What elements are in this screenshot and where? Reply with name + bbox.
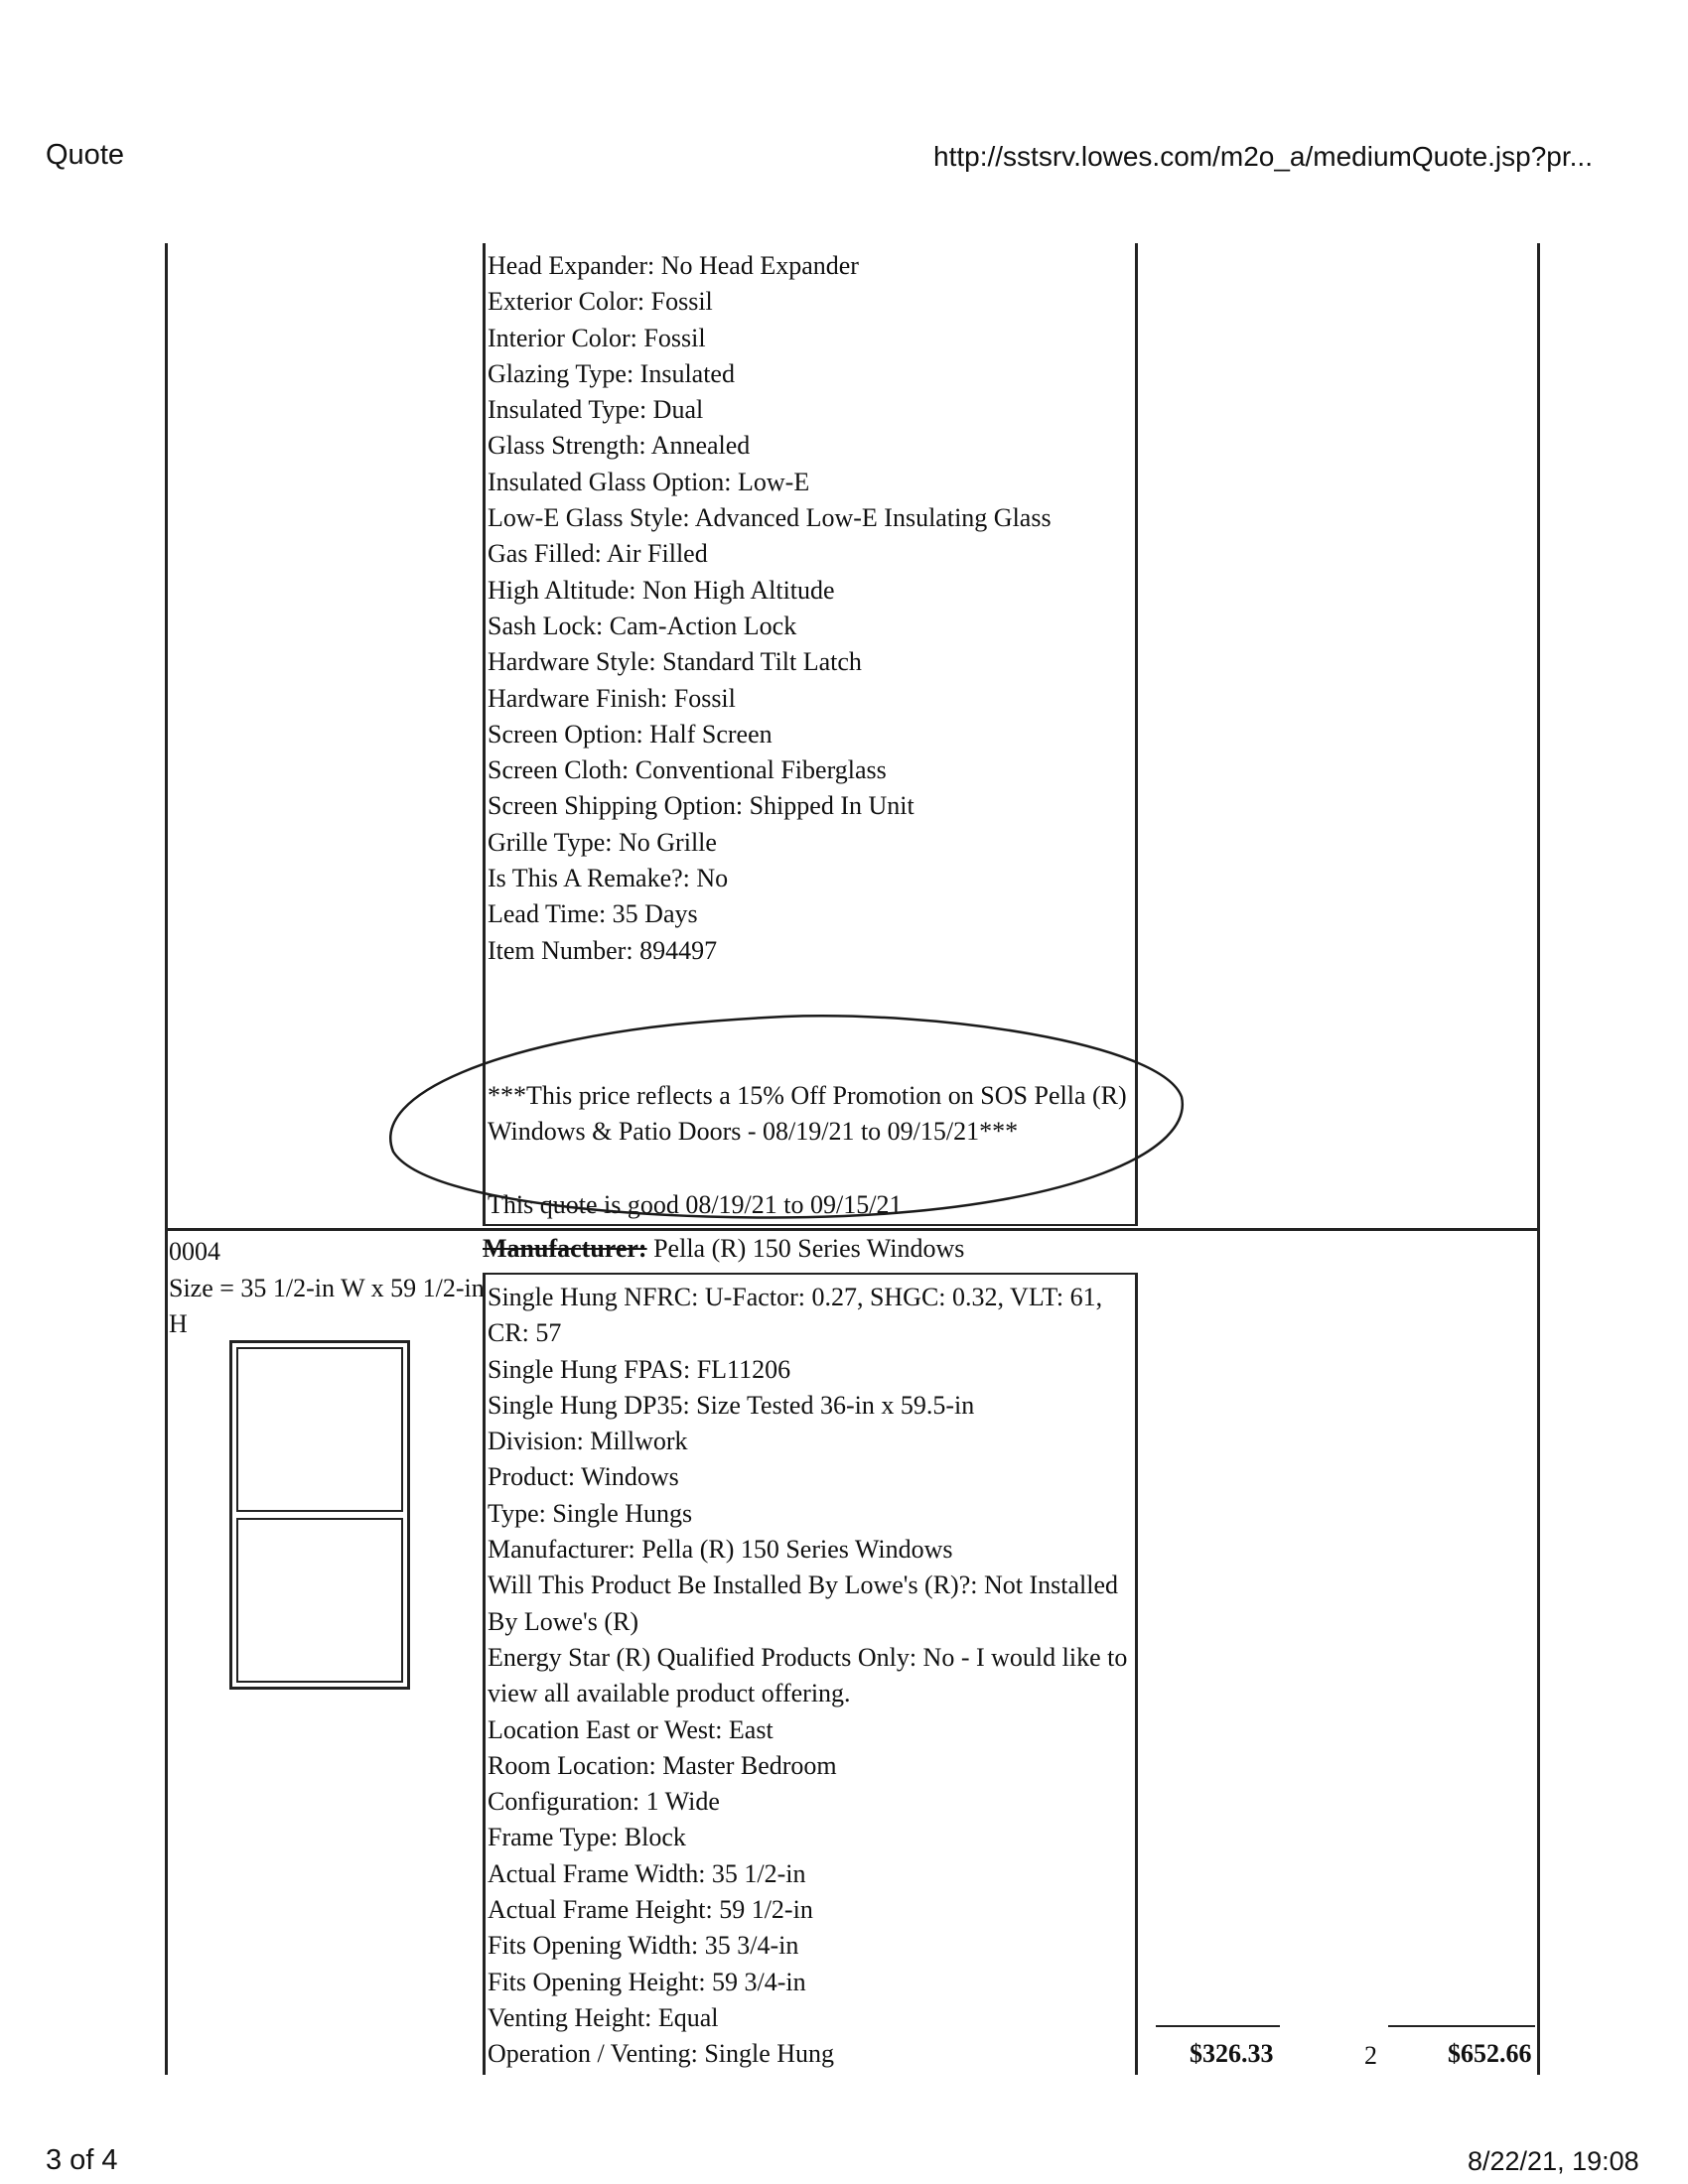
- spec-line: Screen Cloth: Conventional Fiberglass: [488, 755, 887, 785]
- spec-line: Product: Windows: [488, 1462, 679, 1492]
- page-title: Quote: [46, 139, 124, 171]
- quote-validity: This quote is good 08/19/21 to 09/15/21: [488, 1190, 903, 1219]
- manufacturer-label: Manufacturer:: [483, 1234, 647, 1263]
- handwritten-circle-annotation: [377, 1003, 1192, 1261]
- spec-line: Will This Product Be Installed By Lowe's (R)?: Not Installed By Lowe's (R): [488, 1570, 1119, 1636]
- spec-line: Exterior Color: Fossil: [488, 287, 713, 317]
- spec-line: Gas Filled: Air Filled: [488, 539, 708, 569]
- spec-line: Division: Millwork: [488, 1427, 688, 1456]
- spec-line: Sash Lock: Cam-Action Lock: [488, 611, 797, 640]
- page-url: http://sstsrv.lowes.com/m2o_a/mediumQuote.jsp?pr...: [933, 141, 1593, 172]
- table-border-right: [1537, 243, 1540, 2075]
- item-number: 0004: [169, 1237, 220, 1266]
- spec-line: Screen Option: Half Screen: [488, 719, 773, 749]
- unit-price: $326.33: [1190, 2039, 1274, 2068]
- spec-line: Interior Color: Fossil: [488, 323, 706, 352]
- spec-line: Location East or West: East: [488, 1714, 774, 1744]
- total-rule: [1388, 2025, 1535, 2027]
- spec-line: Grille Type: No Grille: [488, 827, 717, 857]
- item-specs: [488, 1280, 1133, 2073]
- spec-line: Is This A Remake?: No: [488, 864, 729, 893]
- spec-line: Insulated Glass Option: Low-E: [488, 467, 810, 496]
- upper-sash: [236, 1347, 403, 1512]
- spec-line: Lead Time: 35 Days: [488, 899, 698, 929]
- spec-line: Single Hung FPAS: FL11206: [488, 1354, 791, 1384]
- spec-line: Energy Star (R) Qualified Products Only: No - I would like to view all available product offering.: [488, 1642, 1128, 1708]
- item-manufacturer-heading: [483, 1234, 964, 1264]
- spec-line: Insulated Type: Dual: [488, 395, 704, 425]
- spec-line: Low-E Glass Style: Advanced Low-E Insulating Glass: [488, 503, 1052, 533]
- spec-line: Actual Frame Width: 35 1/2-in: [488, 1858, 806, 1888]
- spec-line: Manufacturer: Pella (R) 150 Series Windows: [488, 1535, 953, 1565]
- spec-line: Screen Shipping Option: Shipped In Unit: [488, 791, 914, 821]
- prev-item-specs: [488, 248, 1052, 969]
- spec-line: Fits Opening Width: 35 3/4-in: [488, 1931, 799, 1961]
- lower-sash: [236, 1518, 403, 1683]
- desc-box2-left: [483, 1273, 486, 2075]
- manufacturer-value: Pella (R) 150 Series Windows: [653, 1234, 965, 1263]
- unit-price-rule: [1156, 2025, 1280, 2027]
- spec-line: Type: Single Hungs: [488, 1498, 693, 1528]
- spec-line: Item Number: 894497: [488, 935, 718, 965]
- spec-line: Configuration: 1 Wide: [488, 1787, 720, 1817]
- desc-box2-right: [1135, 1273, 1138, 2075]
- print-datetime: 8/22/21, 19:08: [1468, 2146, 1639, 2176]
- page-number: 3 of 4: [46, 2144, 118, 2176]
- spec-line: Single Hung DP35: Size Tested 36-in x 59.5-in: [488, 1390, 975, 1420]
- desc-box2-top: [483, 1273, 1138, 1275]
- spec-line: High Altitude: Non High Altitude: [488, 575, 835, 605]
- spec-line: Hardware Finish: Fossil: [488, 683, 736, 713]
- spec-line: Fits Opening Height: 59 3/4-in: [488, 1967, 806, 1996]
- spec-line: Glass Strength: Annealed: [488, 431, 751, 461]
- spec-line: Operation / Venting: Single Hung: [488, 2039, 835, 2069]
- item-size: Size = 35 1/2-in W x 59 1/2-in H: [169, 1274, 485, 1338]
- spec-line: Glazing Type: Insulated: [488, 358, 735, 388]
- spec-line: Frame Type: Block: [488, 1823, 686, 1852]
- window-diagram: [229, 1340, 410, 1690]
- spec-line: Single Hung NFRC: U-Factor: 0.27, SHGC: 0.32, VLT: 61, CR: 57: [488, 1283, 1103, 1348]
- spec-line: Hardware Style: Standard Tilt Latch: [488, 647, 862, 677]
- spec-line: Actual Frame Height: 59 1/2-in: [488, 1895, 813, 1925]
- spec-line: Head Expander: No Head Expander: [488, 251, 859, 280]
- quantity: 2: [1364, 2041, 1377, 2070]
- line-total: $652.66: [1448, 2039, 1532, 2068]
- table-border-left: [165, 243, 168, 2075]
- spec-line: Room Location: Master Bedroom: [488, 1750, 837, 1780]
- promo-note: ***This price reflects a 15% Off Promotion on SOS Pella (R) Windows & Patio Doors - 08/19/21 to 09/15/21***: [488, 1081, 1127, 1146]
- spec-line: Venting Height: Equal: [488, 2002, 719, 2032]
